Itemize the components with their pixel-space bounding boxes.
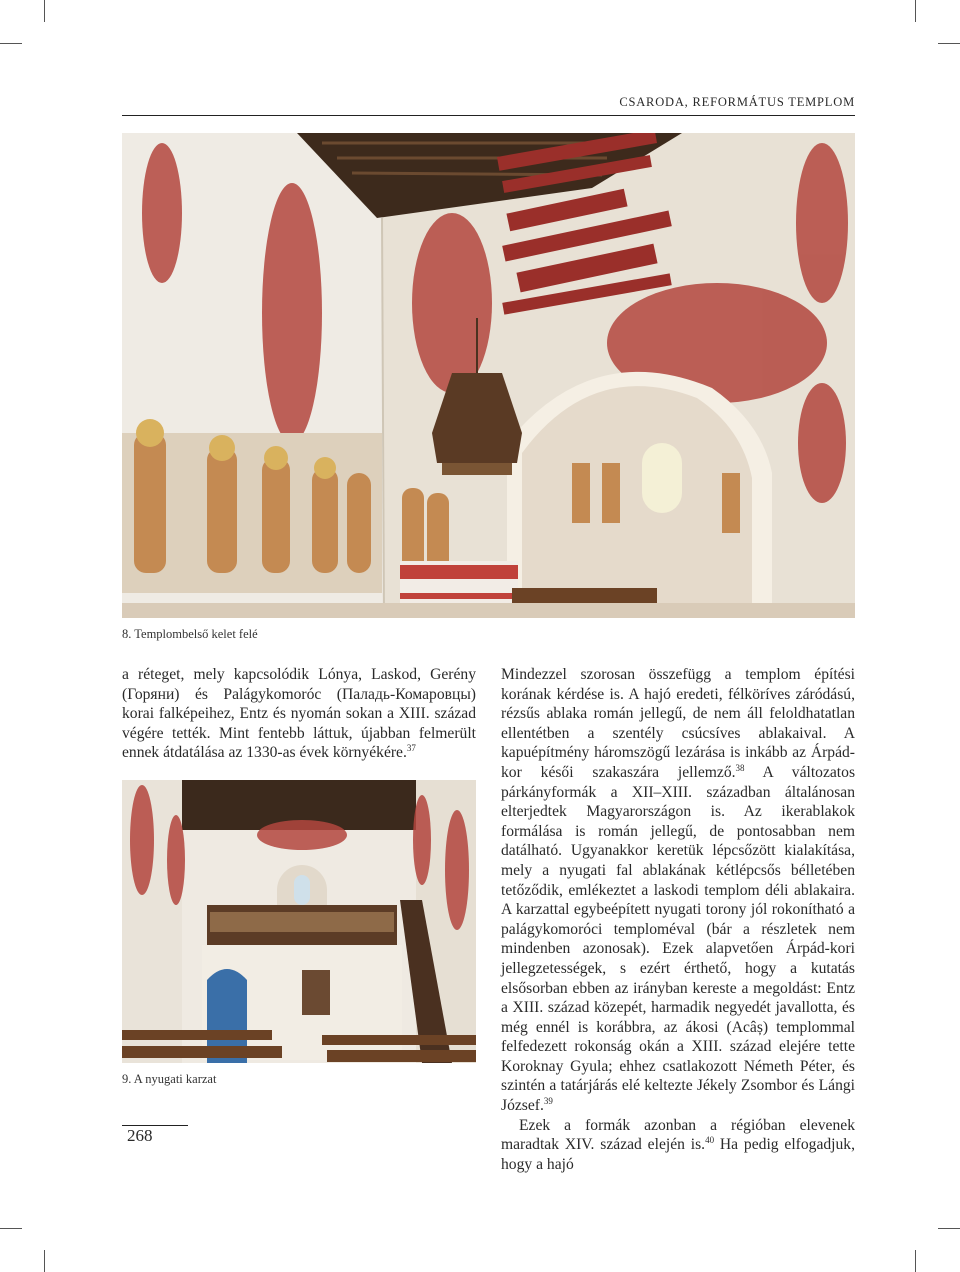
crop-mark: [44, 1250, 45, 1272]
crop-mark: [0, 1228, 22, 1229]
paragraph-text: Ha pedig elfogadjuk, hogy a hajó: [501, 1136, 855, 1173]
right-paragraph-1: [501, 665, 855, 1116]
page-number: 268: [127, 1126, 153, 1145]
running-header: CSARODA, REFORMÁTUS TEMPLOM: [619, 95, 855, 109]
left-column-text: [122, 665, 476, 763]
crop-mark: [938, 1228, 960, 1229]
left-paragraph: [122, 665, 476, 763]
crop-mark: [938, 43, 960, 44]
figure-caption-9: 9. A nyugati karzat: [122, 1072, 217, 1086]
crop-mark: [44, 0, 45, 22]
footnote-ref: 37: [406, 743, 416, 754]
crop-mark: [0, 43, 22, 44]
right-column-text: [501, 665, 855, 1174]
right-paragraph-2: [501, 1116, 855, 1175]
crop-mark: [915, 0, 916, 22]
left-paragraph-text: a réteget, mely kapcsolódik Lónya, Laskod, Gerény (Горяни) és Palágykomoróc (Паладь-Комаровцы) korai falképeihez, Entz és nyomán sokan a XIII. század végére tették. Mint fentebb láttuk, újabban felmerült ennek átdatálása az 1330-as évek környékére.: [122, 666, 476, 762]
west-gallery-photo: [122, 780, 476, 1063]
paragraph-text: Ezek a formák azonban a régióban elevenek maradtak XIV. század elején is.: [501, 1116, 855, 1154]
paragraph-text: Mindezzel szorosan összefügg a templom építési korának kérdése is. A hajó eredeti, félköríves záródású, rézsűs ablaka román jellegű, de nem áll feloldhatatlan ellentétben a szentély csúcsíves ablakaival. A kapuépítmény háromszögű lezárása is inkább az Árpád-kor késői szakaszára jellemző.: [501, 666, 855, 781]
footnote-ref: 38: [735, 762, 745, 773]
footnote-ref: 40: [705, 1135, 715, 1146]
crop-mark: [915, 1250, 916, 1272]
footnote-ref: 39: [543, 1095, 553, 1106]
figure-caption-8: 8. Templombelső kelet felé: [122, 627, 258, 641]
paragraph-text: A változatos párkányformák a XII–XIII. században általánosan elterjedtek Magyarországon is. Az ikerablakok formálása is román jellegű, de pontosabban nem datálható. Ugyanakkor keretük lépcsőzött kialakítása, mely a nyugati fal ablakának kétlépcsős bélletében tetőződik, emlékeztet a laskodi templom déli ablakaira. A karzattal egybeépített nyugati torony jól rokonítható a palágykomoróci temploméval (bár a részletek nem mindenben azonosak). Ezek alapvetően Árpád-kori jellegzetességek, s ezért érthető, hogy a kutatás elsősorban ebben az irányban kereste a megoldást: Entz a XIII. század közepét, harmadik negyedét javallotta, és még ennél is korábbra, az ákosi (Acâș) templommal felfedezett rokonság okán a XIII. század elejére tette Koroknay Gyula; ehhez csatlakozott Németh Péter, és szintén a tatárjárás elé keltezte Jékely Zsombor és Lángi József.: [501, 763, 856, 1115]
header-rule: [122, 115, 855, 116]
church-interior-photo: [122, 133, 855, 618]
